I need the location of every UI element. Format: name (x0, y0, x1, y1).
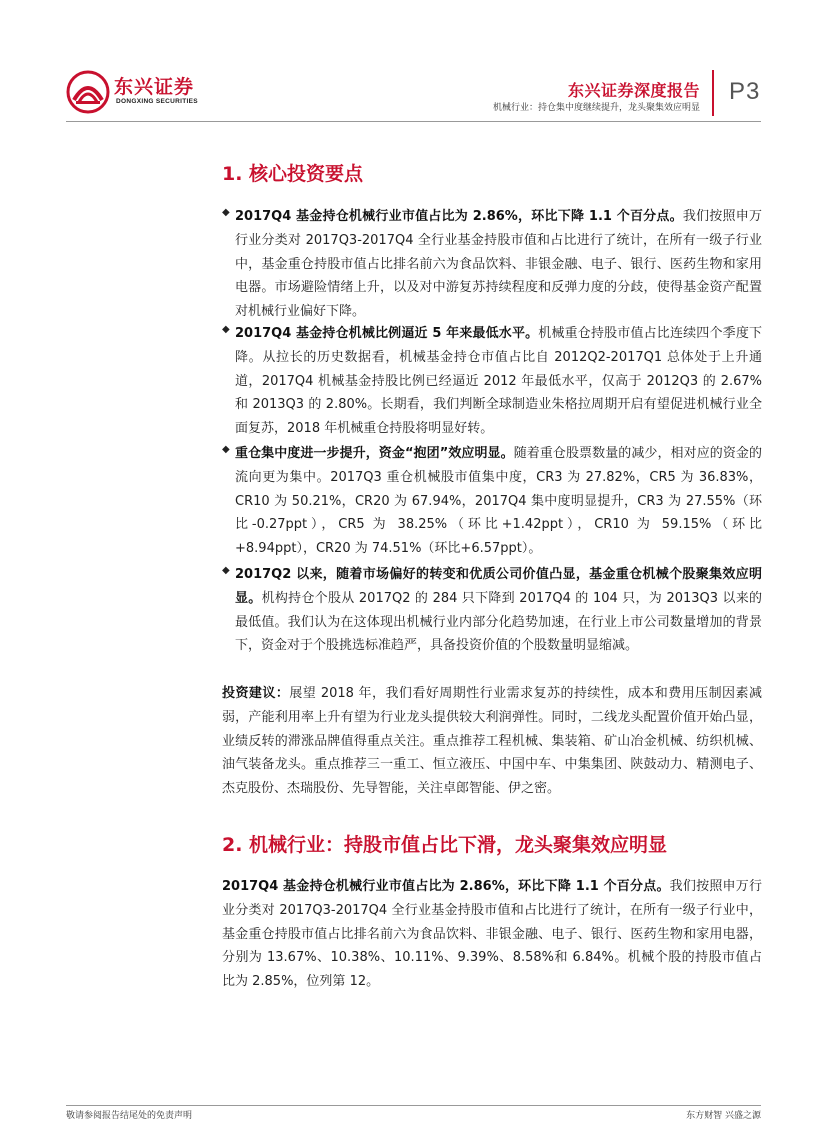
key-point-lead: 重仓集中度进一步提升，资金“抱团”效应明显。 (235, 446, 514, 461)
report-title: 东兴证券深度报告 (567, 81, 700, 100)
key-point-body: 我们按照申万行业分类对 2017Q3-2017Q4 全行业基金持股市值和占比进行了统计，在所有一级子行业中，基金重仓持股市值占比排名前六为食品饮料、非银金融、电子、银行、医药生物和家用电器。市场避险情绪上升，以及对中游复苏持续程度和反弹力度的分歧，使得基金资产配置对机械行业偏好下降。 (235, 209, 762, 320)
footer-divider (66, 1105, 761, 1106)
investment-advice (222, 682, 762, 801)
key-point-body: 随着重仓股票数量的减少，相对应的资金的流向更为集中。2017Q3 重仓机械股市值集中度，CR3 为 27.82%，CR5 为 36.83%，CR10 为 50.21%，CR20 为 67.94%，2017Q4 集中度明显提升，CR3 为 27.55%（环比-0.27ppt），CR5 为 38.25%（环比+1.42ppt），CR10 为 59.15%（环比+8.94ppt），CR20 为 74.51%（环比+6.57ppt）。 (235, 446, 762, 557)
disclaimer-note: 敬请参阅报告结尾处的免责声明 (66, 1111, 193, 1121)
advice-lead: 投资建议： (222, 686, 290, 701)
section-2-body: 我们按照申万行业分类对 2017Q3-2017Q4 全行业基金持股市值和占比进行了统计，在所有一级子行业中，基金重仓持股市值占比排名前六为食品饮料、非银金融、电子、银行、医药生物和家用电器，分别为 13.67%、10.38%、10.11%、9.39%、8.58%和 6.84%。机械个股的持股市值占比为 2.85%，位列第 12。 (222, 879, 762, 990)
key-point-lead: 2017Q4 基金持仓机械比例逼近 5 年来最低水平。 (235, 326, 539, 341)
key-point-3 (222, 442, 762, 561)
company-logo (66, 70, 206, 120)
key-point-body: 机械重仓持股市值占比连续四个季度下降。从拉长的历史数据看，机械基金持仓市值占比自 2012Q2-2017Q1 总体处于上升通道，2017Q4 机械基金持股比例已经逼近 2012 年最低水平，仅高于 2012Q3 的 2.67%和 2013Q3 的 2.80%。长期看，我们判断全球制造业朱格拉周期开启有望促进机械行业全面复苏，2018 年机械重仓持股将明显好转。 (235, 326, 762, 437)
page-number: P3 (729, 78, 761, 105)
key-point-1 (222, 205, 762, 324)
page-header (0, 0, 827, 140)
key-point-lead: 2017Q4 基金持仓机械行业市值占比为 2.86%，环比下降 1.1 个百分点。 (235, 209, 683, 224)
section-1-title: 1. 核心投资要点 (222, 163, 364, 185)
section-2-title: 2. 机械行业：持股市值占比下滑，龙头聚集效应明显 (222, 834, 668, 856)
diamond-bullet-icon: ◆ (222, 207, 230, 218)
section-2-paragraph (222, 875, 762, 994)
diamond-bullet-icon: ◆ (222, 444, 230, 455)
header-vertical-divider (712, 70, 714, 116)
diamond-bullet-icon: ◆ (222, 565, 230, 576)
key-point-4 (222, 563, 762, 658)
advice-body: 展望 2018 年，我们看好周期性行业需求复苏的持续性，成本和费用压制因素减弱，产能利用率上升有望为行业龙头提供较大利润弹性。同时，二线龙头配置价值开始凸显，业绩反转的滞涨品牌值得重点关注。重点推荐工程机械、集装箱、矿山冶金机械、纺织机械、油气装备龙头。重点推荐三一重工、恒立液压、中国中车、中集集团、陕鼓动力、精测电子、杰克股份、杰瑞股份、先导智能，关注卓郎智能、伊之密。 (222, 686, 762, 797)
key-point-body: 机构持仓个股从 2017Q2 的 284 只下降到 2017Q4 的 104 只，为 2013Q3 以来的最低值。我们认为在这体现出机械行业内部分化趋势加速，在行业上市公司数量增加的背景下，资金对于个股挑选标准趋严，具备投资价值的个股数量明显缩减。 (235, 590, 762, 654)
footer-slogan: 东方财智 兴盛之源 (686, 1111, 761, 1121)
logo-chinese-name: 东兴证券 (114, 76, 195, 98)
logo-english-name: DONGXING SECURITIES (116, 98, 198, 105)
diamond-bullet-icon: ◆ (222, 324, 230, 335)
key-point-lead: 2017Q2 以来，随着市场偏好的转变和优质公司价值凸显，基金重仓机械个股聚集效应明显。 (235, 567, 762, 606)
section-2-lead: 2017Q4 基金持仓机械行业市值占比为 2.86%，环比下降 1.1 个百分点。 (222, 879, 670, 894)
header-divider (66, 121, 761, 122)
dongxing-logo-icon (66, 70, 110, 114)
report-subtitle: 机械行业：持仓集中度继续提升，龙头聚集效应明显 (492, 103, 700, 113)
key-point-2 (222, 322, 762, 441)
